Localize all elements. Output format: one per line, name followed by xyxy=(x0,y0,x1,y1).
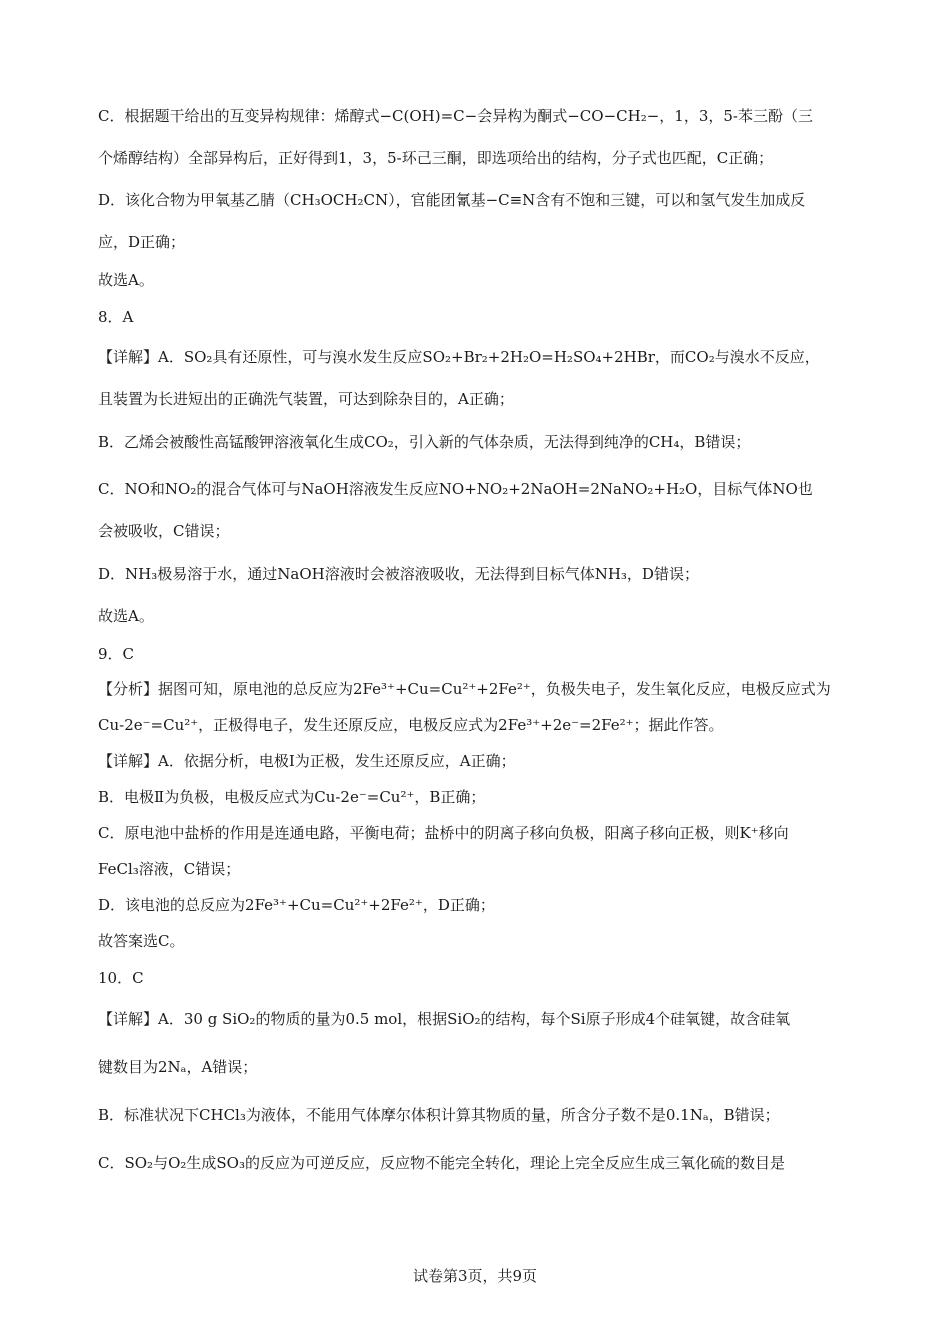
page-footer: 试卷第3页，共9页 xyxy=(412,1267,538,1285)
text-line: 故答案选C。 xyxy=(98,932,185,950)
text-line: 故选A。 xyxy=(98,607,154,625)
text-line: 且装置为长进短出的正确洗气装置，可达到除杂目的，A正确； xyxy=(98,390,514,408)
text-line: 10．C xyxy=(98,969,144,987)
text-line: C．SO₂与O₂生成SO₃的反应为可逆反应，反应物不能完全转化，理论上完全反应生成三氧化硫的数目是 xyxy=(98,1154,785,1172)
text-line: C．根据题干给出的互变异构规律：烯醇式−C(OH)=C−会异构为酮式−CO−CH₂−，1，3，5-苯三酚（三 xyxy=(98,107,813,125)
text-line: FeCl₃溶液，C错误； xyxy=(98,860,241,878)
text-line: D．该化合物为甲氧基乙腈（CH₃OCH₂CN），官能团氰基−C≡N含有不饱和三键，可以和氢气发生加成反 xyxy=(98,191,806,209)
text-line: 【分析】据图可知，原电池的总反应为2Fe³⁺+Cu=Cu²⁺+2Fe²⁺，负极失电子，发生氧化反应，电极反应式为 xyxy=(98,680,831,698)
text-line: 应，D正确； xyxy=(98,233,186,251)
text-line: 会被吸收，C错误； xyxy=(98,522,230,540)
text-line: 个烯醇结构）全部异构后，正好得到1，3，5-环己三酮，即选项给出的结构，分子式也匹配，C正确； xyxy=(98,149,774,167)
text-line: Cu-2e⁻=Cu²⁺，正极得电子，发生还原反应，电极反应式为2Fe³⁺+2e⁻=2Fe²⁺；据此作答。 xyxy=(98,716,724,734)
text-line: 【详解】A．SO₂具有还原性，可与溴水发生反应SO₂+Br₂+2H₂O=H₂SO₄+2HBr，而CO₂与溴水不反应， xyxy=(98,348,820,366)
text-line: B．标准状况下CHCl₃为液体，不能用气体摩尔体积计算其物质的量，所含分子数不是0.1Nₐ，B错误； xyxy=(98,1106,780,1124)
text-line: B．电极Ⅱ为负极，电极反应式为Cu-2e⁻=Cu²⁺，B正确； xyxy=(98,788,486,806)
text-line: B．乙烯会被酸性高锰酸钾溶液氧化生成CO₂，引入新的气体杂质，无法得到纯净的CH₄，B错误； xyxy=(98,433,751,451)
text-line: C．原电池中盐桥的作用是连通电路，平衡电荷；盐桥中的阴离子移向负极，阳离子移向正极，则K⁺移向 xyxy=(98,824,789,842)
text-line: 8．A xyxy=(98,308,134,326)
text-line: 故选A。 xyxy=(98,271,154,289)
text-line: 【详解】A．依据分析，电极Ⅰ为正极，发生还原反应，A正确； xyxy=(98,752,516,770)
text-line: C．NO和NO₂的混合气体可与NaOH溶液发生反应NO+NO₂+2NaOH=2NaNO₂+H₂O，目标气体NO也 xyxy=(98,480,813,498)
text-line: 9．C xyxy=(98,645,135,663)
text-line: D．该电池的总反应为2Fe³⁺+Cu=Cu²⁺+2Fe²⁺，D正确； xyxy=(98,896,495,914)
text-line: 【详解】A．30 g SiO₂的物质的量为0.5 mol，根据SiO₂的结构，每个Si原子形成4个硅氧键，故含硅氧 xyxy=(98,1010,791,1028)
text-line: D．NH₃极易溶于水，通过NaOH溶液时会被溶液吸收，无法得到目标气体NH₃，D错误； xyxy=(98,565,699,583)
text-line: 键数目为2Nₐ，A错误； xyxy=(98,1058,258,1076)
